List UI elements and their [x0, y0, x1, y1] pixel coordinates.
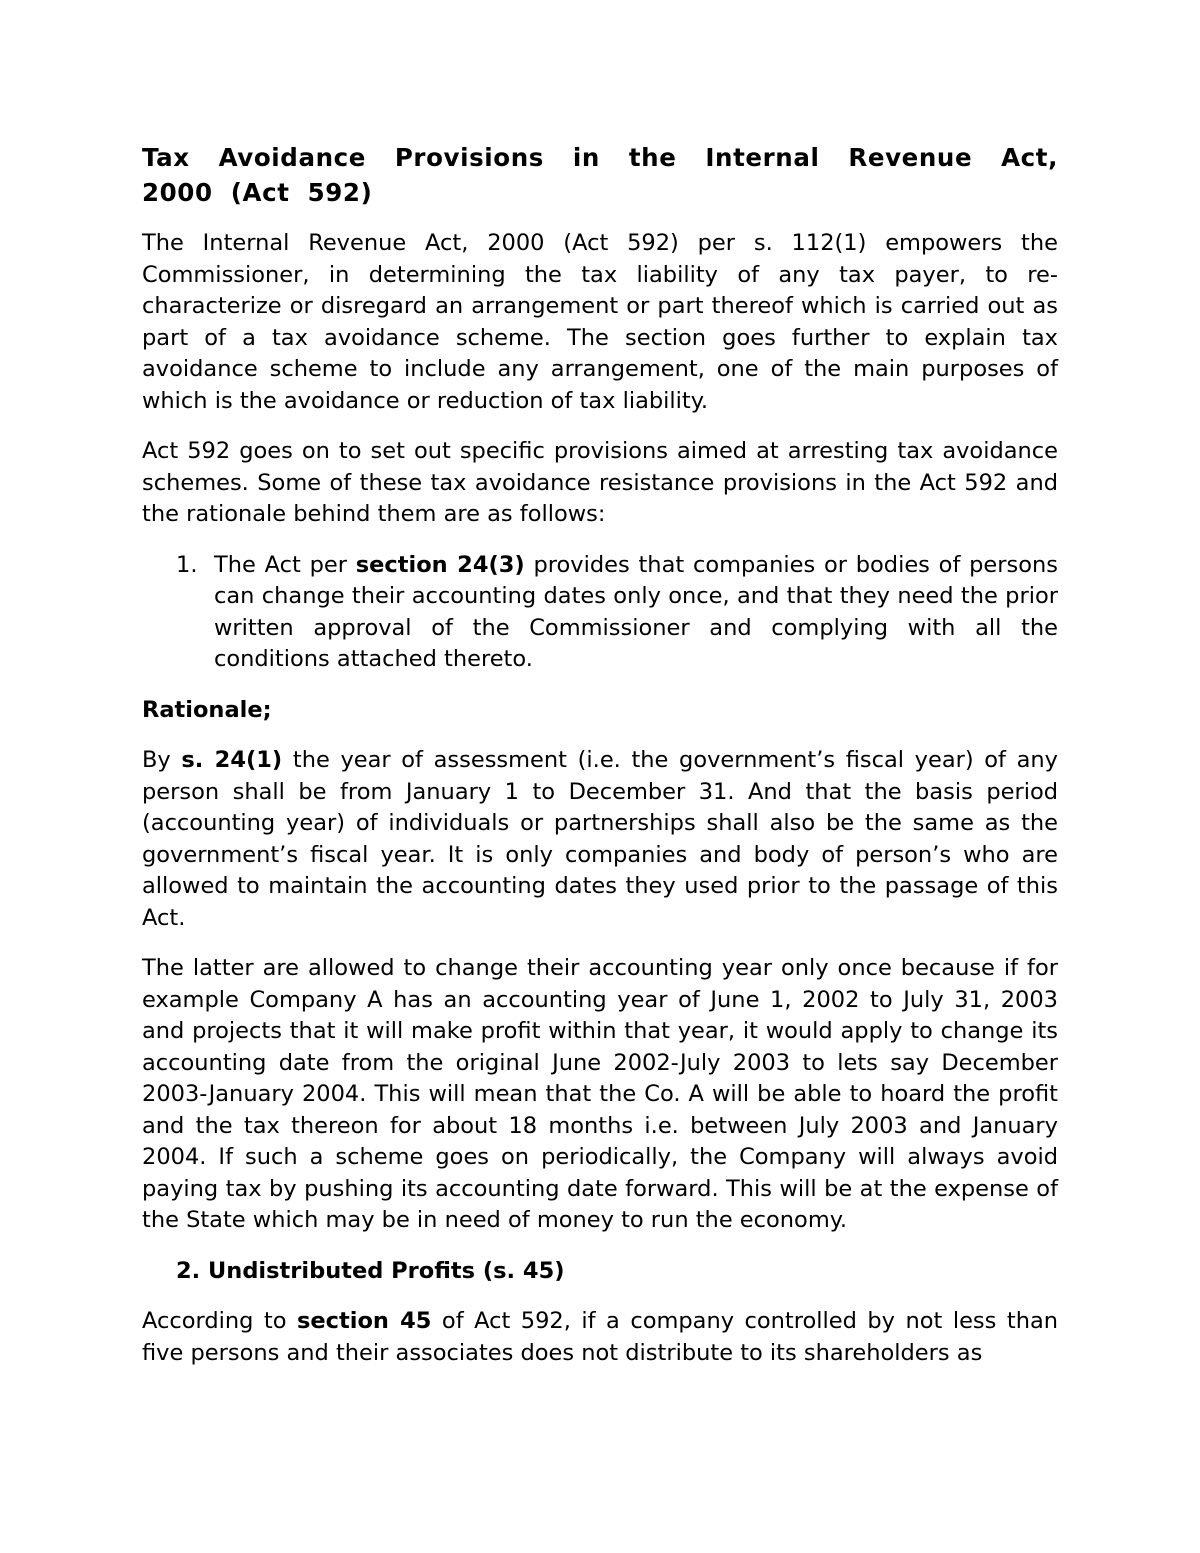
list-item-text: [214, 550, 1058, 676]
rationale-heading: Rationale;: [142, 696, 272, 723]
provisions-list: [142, 550, 1058, 676]
paragraph-text-post: of Act 592, if a company controlled by not less than five persons and their associates does not distribute to its shareholders as: [142, 1308, 1058, 1366]
paragraph-year-of-assessment: [142, 745, 1058, 934]
paragraph-specific-provisions: Act 592 goes on to set out specific provisions aimed at arresting tax avoidance schemes. Some of these tax avoidance resistance provisions in the Act 592 and the rationale behind them are as follows:: [142, 438, 1058, 527]
list-item-text-post: provides that companies or bodies of persons can change their accounting dates only once, and that they need the prior written approval of the Commissioner and complying with all the conditions attached thereto.: [214, 551, 1058, 672]
list-item-text-pre: The Act per: [214, 551, 356, 578]
document-body: [142, 140, 1058, 1388]
document-title: Tax Avoidance Provisions in the Internal Revenue Act, 2000 (Act 592): [142, 143, 1058, 207]
section-ref: section 45: [297, 1308, 432, 1334]
list-item-section-ref: section 24(3): [355, 551, 525, 578]
paragraph-intro: The Internal Revenue Act, 2000 (Act 592) per s. 112(1) empowers the Commissioner, in determining the tax liability of any tax payer, to re-characterize or disregard an arrangement or part thereof which is carried out as part of a tax avoidance scheme. The section goes further to explain tax avoidance scheme to include any arrangement, one of the main purposes of which is the avoidance or reduction of tax liability.: [142, 230, 1058, 414]
list-item: [142, 550, 1058, 676]
paragraph-example: The latter are allowed to change their accounting year only once because if for example Company A has an accounting year of June 1, 2002 to July 31, 2003 and projects that it will make profit within that year, it would apply to change its accounting date from the original June 2002-July 2003 to lets say December 2003-January 2004. This will mean that the Co. A will be able to hoard the profit and the tax thereon for about 18 months i.e. between July 2003 and January 2004. If such a scheme goes on periodically, the Company will always avoid paying tax by pushing its accounting date forward. This will be at the expense of the State which may be in need of money to run the economy.: [142, 955, 1058, 1233]
undistributed-profits-heading: 2. Undistributed Profits (s. 45): [176, 1257, 565, 1284]
section-ref: s. 24(1): [181, 747, 283, 773]
paragraph-text-pre: By: [142, 747, 182, 773]
paragraph-text-post: the year of assessment (i.e. the government’s fiscal year) of any person shall be from January 1 to December 31. And that the basis period (accounting year) of individuals or partnerships shall also be the same as the government’s fiscal year. It is only companies and body of person’s who are allowed to maintain the accounting dates they used prior to the passage of this Act.: [142, 747, 1058, 931]
paragraph-text-pre: According to: [142, 1308, 298, 1334]
list-item-number: 1.: [176, 551, 198, 578]
paragraph-section-45: [142, 1306, 1058, 1369]
